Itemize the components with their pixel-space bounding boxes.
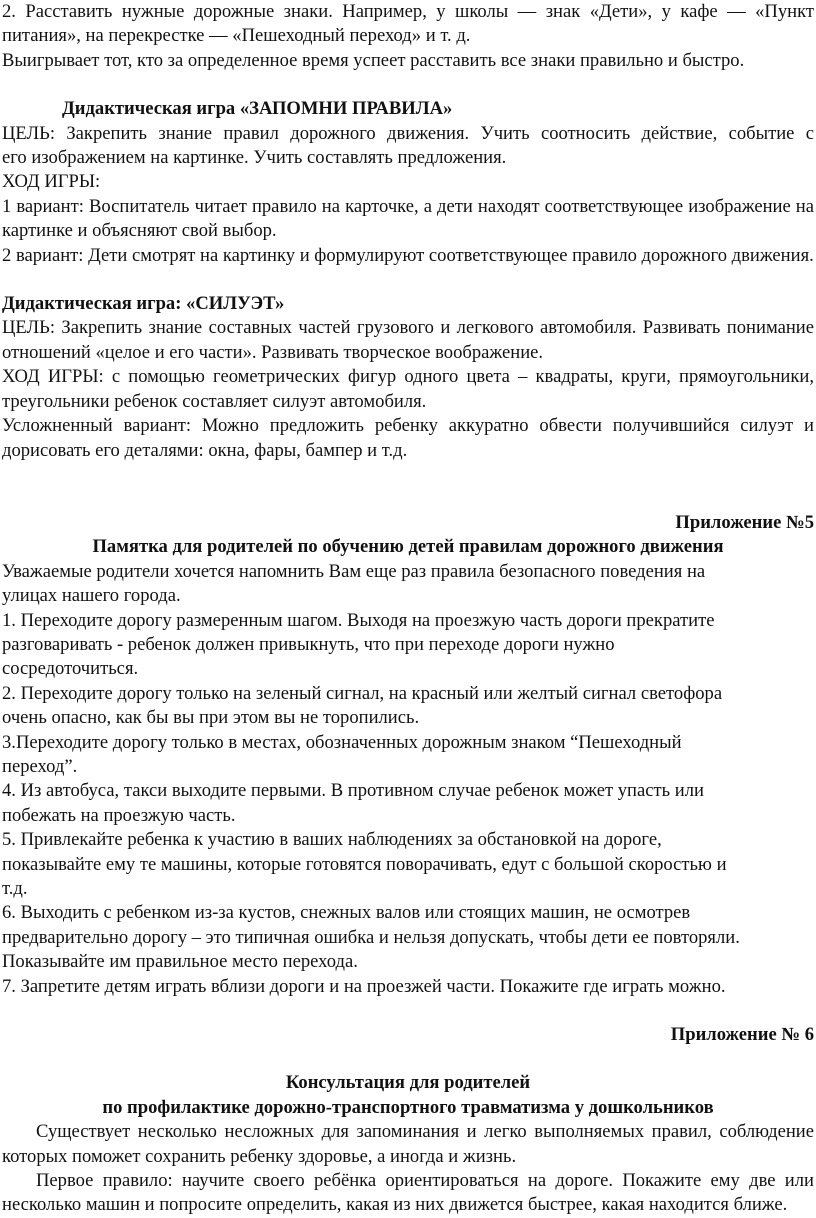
memo-line: показывайте ему те машины, которые готовятся поворачивать, едут с большой скоростью и	[2, 853, 727, 875]
remember-course-label: ХОД ИГРЫ:	[2, 171, 101, 193]
appendix-6-section	[2, 1023, 814, 1218]
memo-line: 1. Переходите дорогу размеренным шагом. Выходя на проезжую часть дороги прекратите	[2, 609, 715, 631]
game-remember-section	[2, 97, 814, 268]
memo-line: Уважаемые родители хочется напомнить Вам еще раз правила безопасного поведения на	[2, 560, 706, 582]
spacer	[2, 73, 814, 97]
appendix-6-label: Приложение № 6	[670, 1024, 814, 1046]
memo-line: 7. Запретите детям играть вблизи дороги и на проезжей части. Покажите где играть можно.	[2, 975, 726, 997]
appendix-5-label: Приложение №5	[675, 511, 814, 533]
remember-goal-line-1: ЦЕЛЬ: Закрепить знание правил дорожного движения. Учить соотносить действие, событие с	[2, 122, 814, 144]
memo-line: т.д.	[2, 878, 28, 899]
game-silhouette-title: Дидактическая игра: «СИЛУЭТ»	[2, 293, 285, 315]
memo-line: 3.Переходите дорогу только в местах, обозначенных дорожным знаком “Пешеходный	[2, 731, 682, 753]
appendix-6-title-line-1: Консультация для родителей	[285, 1072, 531, 1094]
document-page	[2, 0, 814, 1218]
signs-rule-line-1: 2. Расставить нужные дорожные знаки. Например, у школы — знак «Дети», у кафе — «Пункт	[2, 1, 814, 22]
game-remember-title: Дидактическая игра «ЗАПОМНИ ПРАВИЛА»	[62, 98, 453, 120]
remember-variant-2: 2 вариант: Дети смотрят на картинку и формулируют соответствующее правило дорожного движения.	[2, 244, 814, 266]
remember-variant-1: 1 вариант: Воспитатель читает правило на карточке, а дети находят соответствующее изображение на картинке и объясняют свой выбор.	[2, 195, 814, 242]
memo-line: 6. Выходить с ребенком из-за кустов, снежных валов или стоящих машин, не осмотрев	[2, 902, 691, 924]
silhouette-goal: ЦЕЛЬ: Закрепить знание составных частей грузового и легкового автомобиля. Развивать понимание отношений «целое и его части». Развивать творческое воображение.	[2, 317, 814, 363]
memo-line: 5. Привлекайте ребенка к участию в ваших наблюдениях за обстановкой на дороге,	[2, 829, 662, 851]
signs-rule-line-2: питания», на перекрестке — «Пешеходный переход» и т. д.	[2, 25, 471, 47]
memo-line: переход”.	[2, 755, 78, 777]
memo-line: улицах нашего города.	[2, 585, 181, 607]
silhouette-advanced: Усложненный вариант: Можно предложить ребенку аккуратно обвести получившийся силуэт и дорисовать его деталями: окна, фары, бампер и т.д.	[2, 415, 814, 461]
game-signs-section	[2, 0, 814, 73]
memo-line: побежать на проезжую часть.	[2, 804, 236, 826]
appendix-5-section	[2, 511, 814, 999]
memo-line: очень опасно, как бы вы при этом вы не торопились.	[2, 707, 420, 729]
remember-goal-line-2: его изображением на картинке. Учить составлять предложения.	[2, 147, 507, 169]
memo-line: 4. Из автобуса, такси выходите первыми. В противном случае ребенок может упасть или	[2, 780, 704, 802]
memo-line: Показывайте им правильное место перехода.	[2, 951, 358, 973]
memo-line: 2. Переходите дорогу только на зеленый сигнал, на красный или желтый сигнал светофора	[2, 682, 723, 704]
spacer	[2, 463, 814, 511]
memo-line: разговаривать - ребенок должен привыкнуть, что при переходе дороги нужно	[2, 633, 615, 655]
memo-line: сосредоточиться.	[2, 658, 139, 680]
appendix-5-title: Памятка для родителей по обучению детей правилам дорожного движения	[92, 536, 724, 558]
silhouette-course: ХОД ИГРЫ: с помощью геометрических фигур одного цвета – квадраты, круги, прямоугольники, треугольники ребенок составляет силуэт автомобиля.	[2, 366, 814, 412]
spacer	[2, 1047, 814, 1071]
consultation-paragraph-1: Существует несколько несложных для запоминания и легко выполняемых правил, соблюдение которых поможет сохранить ребенку здоровье, а иногда и жизнь.	[2, 1121, 814, 1167]
appendix-6-title-line-2: по профилактике дорожно-транспортного травматизма у дошкольников	[102, 1096, 714, 1118]
consultation-paragraph-2: Первое правило: научите своего ребёнка ориентироваться на дороге. Покажите ему две или несколько машин и попросите определить, какая из них движется быстрее, какая находится ближе.	[2, 1170, 814, 1216]
spacer	[2, 268, 814, 292]
signs-winner-text: Выигрывает тот, кто за определенное время успеет расставить все знаки правильно и быстро.	[2, 49, 745, 71]
spacer	[2, 999, 814, 1023]
game-silhouette-section	[2, 292, 814, 463]
memo-line: предварительно дорогу – это типичная ошибка и нельзя допускать, чтобы дети ее повторяли.	[2, 926, 740, 948]
